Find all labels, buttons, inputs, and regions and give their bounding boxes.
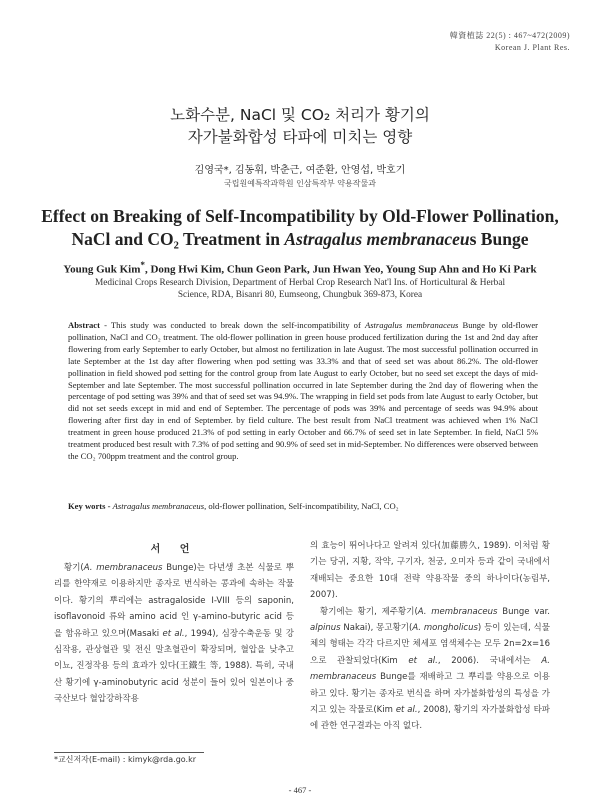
title-species: Astragalus membranaceu <box>284 229 470 249</box>
english-title <box>30 205 570 251</box>
korean-title <box>0 104 600 148</box>
section-heading-introduction: 서 언 <box>150 544 198 555</box>
body-column-left <box>54 560 294 708</box>
english-title-line2 <box>30 228 570 251</box>
korean-title-line2: 자가불화합성 타파에 미치는 영향 <box>187 128 413 146</box>
body-column-right <box>310 538 550 735</box>
journal-name: Korean J. Plant Res. <box>494 43 570 52</box>
keywords-dash: - <box>105 501 113 511</box>
col1-species: A. membranaceus <box>83 563 163 573</box>
keywords-list: , old-flower pollination, Self-incompatibility, NaCl, CO₂ <box>204 501 399 511</box>
english-authors <box>30 260 570 276</box>
abstract-body: Bunge by old-flower pollination, NaCl and CO₂ treatment. The old-flower pollination in green house produced fertilization during the 1st and 2nd day after flowering from early September to early October, but almost no fertilization in late August. The most successful pollination occurred in late September at the 1st day after flowering when pod setting was 33.3% and that of seed set was about 86.2%. The old-flower pollination in field showed pod setting for the control group from late August to early October, but no seed set except the days of mid-September and late September. The most successful pollination occurred in late September during the 2nd day of flowering when the percentage of pod setting was 39% and that of seed set was 94.9%. The wrapping in field set pods from late August to early October, but did not set seeds except in mid and end of September. The percentage of pods was 39% and percentage of seeds was 94.9% about flowering after first day in end of September. by field culture. The best result from NaCl treatment was achieved when 1% NaCl treatment in green house produced 21.3% of pod setting in early October and 66.7% of seed set in late September. In field, NaCl 5% treatment produced best result with 7.3% of pod setting and 90.9% of seed set in mid-September. No differences were observed between the CO₂ 700ppm treatment and the control group. <box>68 320 538 461</box>
keywords-species: Astragalus membranaceus <box>112 501 205 511</box>
keywords <box>68 500 538 512</box>
col2-text-b: Bunge var. <box>497 606 550 617</box>
col2-species1: A. membranaceus <box>417 606 498 617</box>
affiliation-line1: Medicinal Crops Research Division, Department of Herbal Crop Research Nat'l Ins. of Horticultural & Herbal <box>94 278 506 288</box>
col2-text-f: Bunge를 재배하고 그 뿌리를 약용으로 이용하고 있다. 황기는 종자로 번식을 하며 자가불화합성의 특성을 가지고 있는 작물로(Kim <box>310 672 550 716</box>
corresponding-author: Young Guk Kim <box>63 263 141 276</box>
abstract-lead: - This study was conducted to break down the self-incompatibility of <box>99 320 365 330</box>
page-number: - 467 - <box>288 785 312 795</box>
abstract-species: Astragalus membranaceus <box>364 320 459 330</box>
col2-text-g: , 2008), 황기의 자가불화합성 타파에 관한 연구결과는 아직 없다. <box>310 705 550 732</box>
keywords-label: Key worts <box>68 501 106 511</box>
korean-title-line1: 노화수분, NaCl 및 CO₂ 처리가 황기의 <box>170 106 430 124</box>
abstract <box>68 320 538 463</box>
col2-etal2: et al. <box>395 705 418 716</box>
col1-text-c: , 1994), 심장수축운동 및 강심작용, 관상혈관 및 전신 말초혈관이 확장되며, 혈압을 낮추고 이뇨, 진정작용 등의 효과가 있다(王鐵生 等, 1988). 특히, 국내산 황기에 γ-aminobutyric acid 성분이 들어 있어 일본이나 중국산보다 혈압강하작용 <box>54 628 294 705</box>
corresponding-mark: * <box>140 260 145 270</box>
footnote-corresponding-author: *교신저자(E-mail) : kimyk@rda.go.kr <box>54 755 197 764</box>
affiliation-line2: Science, RDA, Bisanri 80, Eumseong, Chungbuk 369-873, Korea <box>177 290 423 300</box>
col2-species4: A. membranaceus <box>310 655 550 683</box>
journal-citation: 韓資植誌 22(5) : 467~472(2009) <box>449 31 570 40</box>
col2-text-d: ) 등이 있는데, 식물체의 형태는 각각 다르지만 체세포 염색체수는 모두 2n=2x=16으로 관찰되었다(Kim <box>310 623 550 666</box>
col2-paragraph1: 의 효능이 뛰어나다고 알려져 있다(加藤勝久, 1989). 이처럼 황기는 당귀, 지황, 작약, 구기자, 천궁, 오미자 등과 같이 국내에서 재배되는 중요한 10대 전략 약용작물 중의 하나이다(농림부, 2007). <box>310 541 550 601</box>
col1-text-b: Bunge)는 다년생 초본 식물로 뿌리를 한약재로 이용하지만 종자로 번식하는 콩과에 속하는 작물이다. 황기의 뿌리에는 astragaloside I-VIII 등의 saponin, isoflavonoid 류와 amino acid 인 γ-amino-butyric acid 등을 함유하고 있으며(Masaki <box>54 563 294 639</box>
other-authors: , Dong Hwi Kim, Chun Geon Park, Jun Hwan Yeo, Young Sup Ahn and Ho Ki Park <box>144 263 537 276</box>
english-title-line1: Effect on Breaking of Self-Incompatibility by Old-Flower Pollination, <box>41 206 559 226</box>
col2-text-a: 황기에는 황기, 제주황기( <box>320 606 418 617</box>
col2-species3: A. mongholicus <box>412 623 478 634</box>
journal-header <box>450 30 570 54</box>
title-part-b: s Bunge <box>469 229 529 249</box>
korean-affiliation: 국립원예특작과학원 인삼특작부 약용작물과 <box>224 179 376 188</box>
col1-etal: et al. <box>162 628 185 639</box>
col1-text-a: 황기( <box>64 563 84 573</box>
col2-text-c: Nakai), 몽고황기( <box>340 623 413 634</box>
english-affiliation <box>80 277 520 301</box>
col2-species2: alpinus <box>310 623 341 634</box>
col2-text-e: , 2006). 국내에서는 <box>437 655 542 666</box>
title-part-a: NaCl and CO₂ Treatment in <box>71 229 285 249</box>
abstract-label: Abstract <box>68 320 100 330</box>
korean-authors: 김영국*, 김동휘, 박춘근, 여준환, 안영섭, 박호기 <box>194 165 406 176</box>
footnote-divider <box>54 752 204 753</box>
col2-etal1: et al. <box>408 655 438 666</box>
